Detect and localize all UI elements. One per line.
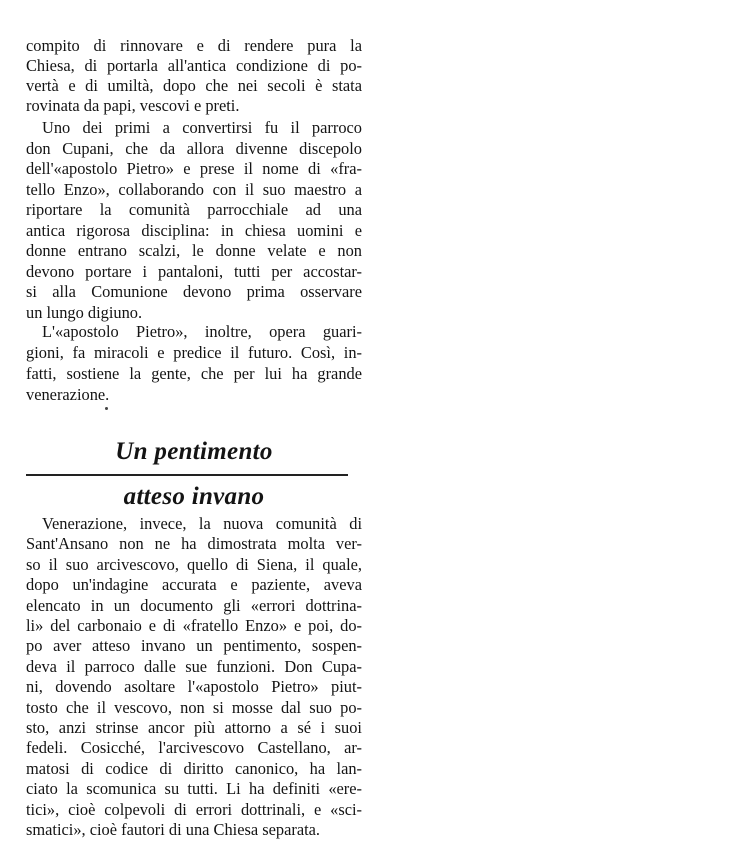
text-line: venerazione. xyxy=(26,385,110,404)
text-line: Venerazione, invece, la nuova comunità di xyxy=(42,514,362,533)
text-line: deva il parroco dalle sue funzioni. Don Cupa- xyxy=(26,656,362,676)
text-line: elencato in un documento gli «errori dottrina- xyxy=(26,595,362,615)
text-line: matosi di codice di diritto canonico, ha lan- xyxy=(26,758,362,778)
text-line: fatti, sostiene la gente, che per lui ha grande xyxy=(26,364,362,383)
text-line: gioni, fa miracoli e predice il futuro. Così, in- xyxy=(26,343,362,362)
text-line: vertà e di umiltà, dopo che nei secoli è stata xyxy=(26,76,362,95)
print-speck xyxy=(105,407,108,410)
text-line: donne entrano scalzi, le donne velate e non xyxy=(26,241,362,260)
text-line: si alla Comunione devono prima osservare xyxy=(26,282,362,301)
text-line: tello Enzo», collaborando con il suo maestro a xyxy=(26,179,362,199)
text-line: ciato la scomunica su tutti. Li ha definiti «ere- xyxy=(26,779,362,799)
text-line: L'«apostolo Pietro», inoltre, opera guari- xyxy=(42,322,362,341)
section-heading-line-2: atteso invano xyxy=(123,483,265,510)
text-line: so il suo arcivescovo, quello di Siena, il quale, xyxy=(26,554,362,574)
text-line: li» del carbonaio e di «fratello Enzo» e poi, do- xyxy=(26,616,362,635)
text-line: don Cupani, che da allora divenne discepolo xyxy=(26,138,362,158)
text-line: antica rigorosa disciplina: in chiesa uomini e xyxy=(26,220,362,240)
text-line: compito di rinnovare e di rendere pura la xyxy=(26,36,362,55)
section-heading-line-1: Un pentimento xyxy=(115,438,273,465)
text-line: dell'«apostolo Pietro» e prese il nome di «fra- xyxy=(26,159,362,178)
text-line: sto, anzi strinse ancor più attorno a sé i suoi xyxy=(26,718,362,737)
text-line: po aver atteso invano un pentimento, sospen- xyxy=(26,636,362,656)
text-line: Chiesa, di portarla all'antica condizione di po- xyxy=(26,56,362,75)
text-line: fedeli. Cosicché, l'arcivescovo Castellano, ar- xyxy=(26,738,362,758)
text-line: Uno dei primi a convertirsi fu il parroco xyxy=(42,118,362,137)
text-line: tosto che il vescovo, non si mosse dal suo po- xyxy=(26,697,362,717)
text-line: riportare la comunità parrocchiale ad una xyxy=(26,200,362,219)
heading-rule xyxy=(26,474,348,476)
text-line: tici», cioè colpevoli di errori dottrinali, e «sci- xyxy=(26,799,362,819)
text-line: Sant'Ansano non ne ha dimostrata molta ver- xyxy=(26,534,362,554)
text-line: rovinata da papi, vescovi e preti. xyxy=(26,96,240,115)
text-line: dopo un'indagine accurata e paziente, aveva xyxy=(26,575,362,595)
text-line: devono portare i pantaloni, tutti per accostar- xyxy=(26,261,362,281)
text-line: ni, dovendo asoltare l'«apostolo Pietro» piut- xyxy=(26,677,362,697)
text-line: un lungo digiuno. xyxy=(26,302,143,322)
text-line: smatici», cioè fautori di una Chiesa separata. xyxy=(26,820,321,839)
